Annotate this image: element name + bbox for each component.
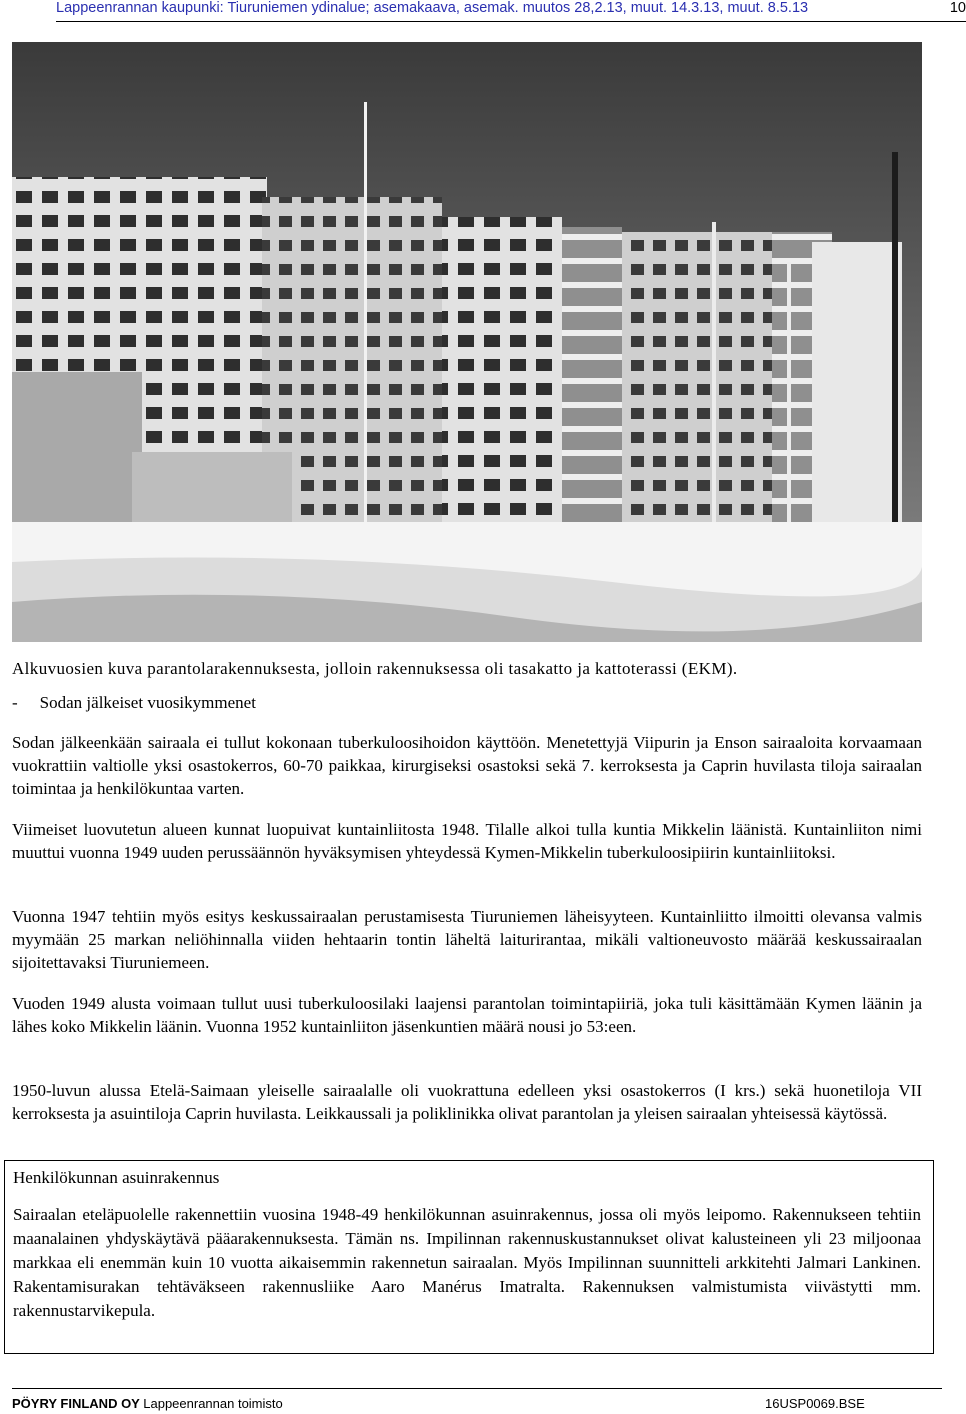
- body-paragraph: Vuonna 1947 tehtiin myös esitys keskussairaalan perustamisesta Tiuruniemen läheisyyteen. Kuntainliitto ilmoitti olevansa valmis myymään 25 markan neliöhinnalla viiden hehtaarin tontin läheltä laiturirantaa, mikäli valtioneuvosto määrää keskussairaalan sijoitettavaksi Tiuruniemeen.: [12, 907, 922, 972]
- section-heading: [12, 693, 256, 713]
- info-box-title: Henkilökunnan asuinrakennus: [13, 1168, 220, 1187]
- body-paragraph: Sodan jälkeenkään sairaala ei tullut kokonaan tuberkuloosihoidon käyttöön. Menetettyjä Viipurin ja Enson sairaaloita korvaamaan vuokrattiin valtiolle yksi osastokerros, 60-70 paikkaa, kirurgiseksi osastoksi sekä 7. kerroksesta ja Caprin huvilasta tiloja sairaalan toimintaa ja henkilökuntaa varten.: [12, 733, 922, 798]
- footer-office: Lappeenrannan toimisto: [143, 1396, 283, 1411]
- body-paragraph: 1950-luvun alussa Etelä-Saimaan yleiselle sairaalalle oli vuokrattuna edelleen yksi osastokerros (I krs.) sekä huonetiloja VII kerroksesta ja asuintiloja Caprin huvilasta. Leikkaussali ja poliklinikka olivat parantolan ja yleisen sairaalan yhteisessä käytössä.: [12, 1081, 922, 1123]
- footer-company: [12, 1396, 283, 1411]
- section-heading-dash: -: [12, 693, 18, 712]
- body-paragraph: Viimeiset luovutetun alueen kunnat luopuivat kuntainliitosta 1948. Tilalle alkoi tulla kuntia Mikkelin läänistä. Kuntainliiton nimi muuttui vuonna 1949 uuden perussäännön hyväksymisen yhteydessä Kymen-Mikkelin tuberkuloosipiirin kuntainliitoksi.: [12, 820, 922, 862]
- section-heading-text: Sodan jälkeiset vuosikymmenet: [39, 693, 256, 712]
- photo-caption: Alkuvuosien kuva parantolarakennuksesta, jolloin rakennuksessa oli tasakatto ja kattoterassi (EKM).: [12, 659, 738, 678]
- sanatorium-photo-image: [12, 42, 922, 642]
- document-title: Lappeenrannan kaupunki: Tiuruniemen ydinalue; asemakaava, asemak. muutos 28,2.13, muut. 14.3.13, muut. 8.5.13: [56, 0, 809, 16]
- footer-rule: [12, 1388, 942, 1389]
- page-footer: [12, 1388, 942, 1414]
- info-box: [4, 1160, 934, 1354]
- body-paragraph: Vuoden 1949 alusta voimaan tullut uusi tuberkuloosilaki laajensi parantolan toimintapiiriä, joka tuli käsittämään Kymen läänin ja lähes koko Mikkelin läänin. Vuonna 1952 kuntainliiton jäsenkuntien määrä nousi jo 53:een.: [12, 994, 922, 1036]
- footer-company-name: PÖYRY FINLAND OY: [12, 1396, 140, 1411]
- sanatorium-photo: [12, 42, 922, 642]
- page-header: [56, 0, 966, 22]
- header-rule: [56, 21, 966, 22]
- info-box-text: Sairaalan eteläpuolelle rakennettiin vuosina 1948-49 henkilökunnan asuinrakennus, jossa oli myös leipomo. Rakennukseen tehtiin maanalainen yhdyskäytävä pääarakennuksesta. Tämän ns. Impilinnan rakennuskustannukset olivat kalusteineen yli 23 miljoonaa markkaa eli enemmän kuin 10 vuotta aikaisemmin rakennetun sairaalan. Myös Impilinnan suunnitteli arkkitehti Jalmari Lankinen. Rakentamisurakan tehtäväkseen rakennusliike Aaro Manérus Imatralta. Rakennuksen valmistumista viivästytti mm. rakennustarvikepula.: [13, 1205, 921, 1320]
- page-number: 10: [949, 0, 966, 16]
- footer-doc-id: 16USP0069.BSE: [765, 1396, 865, 1411]
